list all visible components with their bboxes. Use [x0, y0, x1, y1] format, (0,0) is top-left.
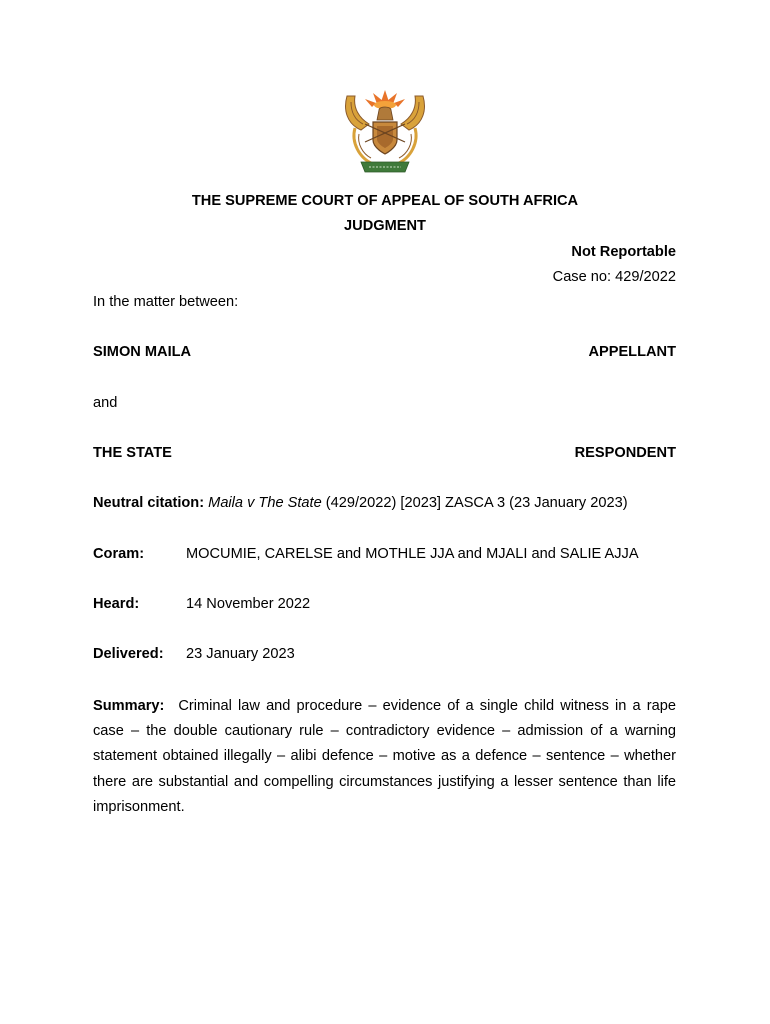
parties-intro: In the matter between:: [93, 294, 239, 310]
neutral-citation-reference: (429/2022) [2023] ZASCA 3 (23 January 2023): [321, 495, 628, 511]
coram-value: MOCUMIE, CARELSE and MOTHLE JJA and MJALI and SALIE AJJA: [186, 546, 639, 562]
reportable-status: Not Reportable: [571, 244, 676, 260]
delivered-label: Delivered:: [93, 646, 164, 662]
case-number: Case no: 429/2022: [552, 269, 676, 285]
summary-label: Summary:: [93, 698, 165, 714]
appellant-role: APPELLANT: [588, 344, 676, 360]
parties-conjunction: and: [93, 395, 118, 411]
summary-text: Criminal law and procedure – evidence of a single child witness in a rape case – the double cautionary rule – contradictory evidence – admission of a warning statement obtained illegally – alibi defence – motive as a defence – sentence – whether there are substantial and compelling circumstances justifying a lesser sentence than life imprisonment.: [93, 698, 676, 815]
sun-rays: [365, 90, 405, 109]
heard-value: 14 November 2022: [186, 596, 311, 612]
coat-of-arms-icon: [339, 84, 431, 176]
court-name: THE SUPREME COURT OF APPEAL OF SOUTH AFRICA: [191, 193, 579, 209]
summary-paragraph: [93, 694, 676, 820]
heard-label: Heard:: [93, 596, 140, 612]
respondent-name: THE STATE: [93, 445, 172, 461]
neutral-citation-label: Neutral citation:: [93, 495, 205, 511]
coram-label: Coram:: [93, 546, 145, 562]
neutral-citation: [93, 494, 628, 512]
respondent-role: RESPONDENT: [574, 445, 676, 461]
appellant-name: SIMON MAILA: [93, 344, 192, 360]
document-type: JUDGMENT: [344, 218, 426, 234]
neutral-citation-case-name: Maila v The State: [208, 495, 322, 511]
delivered-value: 23 January 2023: [186, 646, 295, 662]
